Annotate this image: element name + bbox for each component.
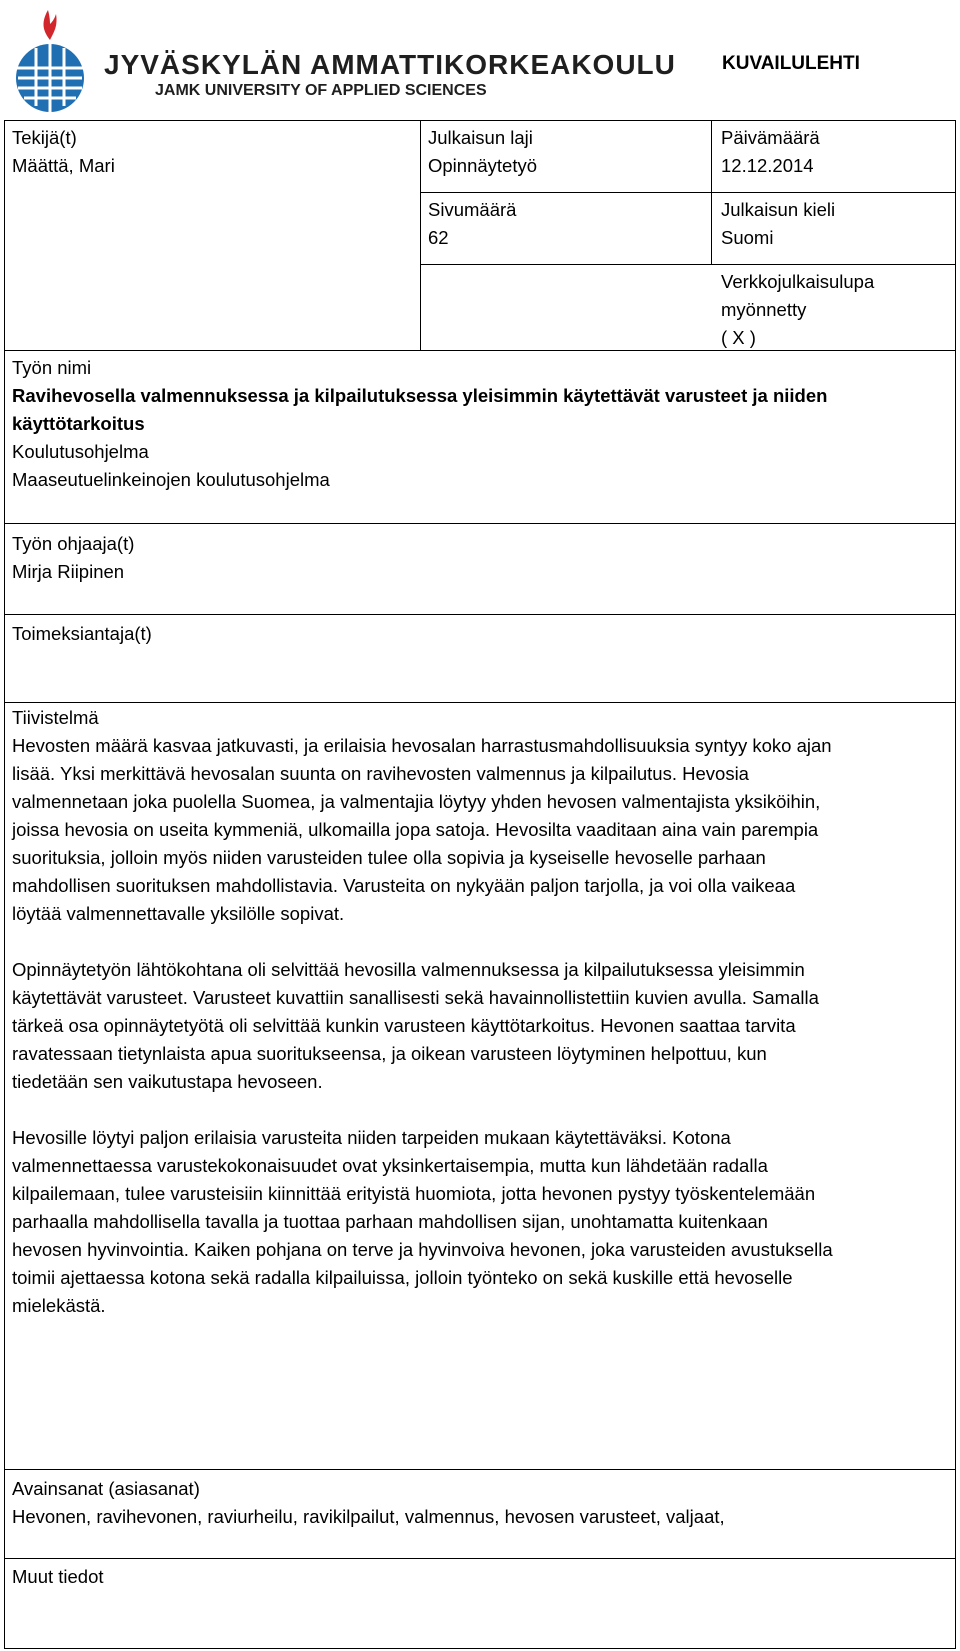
- grid-line: [4, 523, 956, 524]
- online-permission-label-1: Verkkojulkaisulupa: [721, 271, 875, 292]
- jamk-emblem-icon: [10, 6, 90, 114]
- author-value: Määttä, Mari: [12, 155, 115, 176]
- abstract-paragraph-2: [12, 956, 952, 1096]
- pubtype-value: Opinnäytetyö: [428, 155, 538, 176]
- supervisor-value: Mirja Riipinen: [12, 561, 125, 582]
- date-value: 12.12.2014: [721, 155, 814, 176]
- abstract-line: valmennettaessa varustekokonaisuudet ovat yksinkertaisempia, mutta kun lähdetään radalla: [12, 1155, 768, 1176]
- keywords-label: Avainsanat (asiasanat): [12, 1478, 200, 1499]
- other-info-label: Muut tiedot: [12, 1566, 104, 1587]
- supervisor-cell: [12, 530, 134, 586]
- grid-line: [4, 1469, 956, 1470]
- institution-logo: [10, 6, 676, 114]
- pages-label: Sivumäärä: [428, 199, 517, 220]
- author-cell: [12, 124, 115, 180]
- program-label: Koulutusohjelma: [12, 441, 149, 462]
- grid-line: [420, 120, 421, 351]
- pages-cell: [428, 196, 516, 252]
- grid-line: [4, 1648, 956, 1649]
- pages-value: 62: [428, 227, 449, 248]
- grid-line: [955, 120, 956, 1649]
- document-type: KUVAILULEHTI: [722, 53, 860, 74]
- abstract-line: Opinnäytetyön lähtökohtana oli selvittää hevosilla valmennuksessa ja kilpailutuksessa yleisimmin: [12, 959, 805, 980]
- pubtype-cell: [428, 124, 537, 180]
- date-cell: [721, 124, 820, 180]
- abstract-line: Hevosille löytyi paljon erilaisia varusteita niiden tarpeiden mukaan käytettäväksi. Kotona: [12, 1127, 731, 1148]
- grid-line: [4, 702, 956, 703]
- abstract-line: kilpailemaan, tulee varusteisiin kiinnittää erityistä huomiota, jotta hevonen pystyy työskentelemään: [12, 1183, 816, 1204]
- title-line-1: Ravihevosella valmennuksessa ja kilpailutuksessa yleisimmin käytettävät varusteet ja niiden: [12, 385, 828, 406]
- language-label: Julkaisun kieli: [721, 199, 836, 220]
- institution-name: JYVÄSKYLÄN AMMATTIKORKEAKOULU: [104, 49, 676, 80]
- grid-line: [4, 614, 956, 615]
- commissioner-label: Toimeksiantaja(t): [12, 623, 152, 644]
- abstract-line: mahdollisen suorituksen mahdollistavia. Varusteita on nykyään paljon tarjolla, ja voi olla vaikeaa: [12, 875, 796, 896]
- abstract-section: [12, 704, 952, 1348]
- grid-line: [4, 120, 956, 121]
- online-permission-label-2: myönnetty: [721, 299, 807, 320]
- abstract-paragraph-3: [12, 1124, 952, 1320]
- grid-line: [4, 1558, 956, 1559]
- institution-subname: JAMK UNIVERSITY OF APPLIED SCIENCES: [155, 82, 487, 99]
- abstract-line: toimii ajettaessa kotona sekä radalla kilpailuissa, jolloin työnteko on sekä kuskille että hevoselle: [12, 1267, 793, 1288]
- abstract-line: lisää. Yksi merkittävä hevosalan suunta on ravihevosten valmennus ja kilpailutus. Hevosia: [12, 763, 749, 784]
- abstract-line: Hevosten määrä kasvaa jatkuvasti, ja erilaisia hevosalan harrastusmahdollisuuksia syntyy koko ajan: [12, 735, 832, 756]
- commissioner-cell: [12, 620, 152, 648]
- abstract-paragraph-1: [12, 732, 952, 928]
- language-value: Suomi: [721, 227, 774, 248]
- abstract-line: hevosen hyvinvointia. Kaiken pohjana on terve ja hyvinvoiva hevonen, joka varusteiden avustuksella: [12, 1239, 833, 1260]
- pubtype-label: Julkaisun laji: [428, 127, 533, 148]
- online-permission-value: ( X ): [721, 327, 756, 348]
- abstract-line: löytää valmennettavalle yksilölle sopivat.: [12, 903, 345, 924]
- abstract-line: ravatessaan tietynlaista apua suoritukseensa, ja oikean varusteen löytyminen helpottuu, kun: [12, 1043, 767, 1064]
- abstract-line: tärkeä osa opinnäytetyötä oli selvittää kunkin varusteen käyttötarkoitus. Hevonen saattaa tarvita: [12, 1015, 796, 1036]
- grid-line: [420, 264, 956, 265]
- other-info-cell: [12, 1563, 104, 1591]
- abstract-line: mielekästä.: [12, 1295, 106, 1316]
- abstract-line: parhaalla mahdollisella tavalla ja tuottaa parhaan mahdollisen sijan, unohtamatta kuitenkaan: [12, 1211, 768, 1232]
- keywords-value: Hevonen, ravihevonen, raviurheilu, ravikilpailut, valmennus, hevosen varusteet, valjaat,: [12, 1506, 725, 1527]
- keywords-cell: [12, 1475, 725, 1531]
- online-permission-cell: [721, 268, 874, 352]
- abstract-line: suorituksia, jolloin myös niiden varusteiden tulee olla sopivia ja kyseiselle hevoselle parhaan: [12, 847, 766, 868]
- title-label: Työn nimi: [12, 357, 92, 378]
- supervisor-label: Työn ohjaaja(t): [12, 533, 135, 554]
- abstract-line: joissa hevosia on useita kymmeniä, ulkomailla jopa satoja. Hevosilta vaaditaan aina vain parempia: [12, 819, 819, 840]
- grid-line: [4, 120, 5, 1649]
- abstract-line: valmennetaan joka puolella Suomea, ja valmentajia löytyy yhden hevosen valmentajista yksiköihin,: [12, 791, 821, 812]
- author-label: Tekijä(t): [12, 127, 77, 148]
- abstract-line: käytettävät varusteet. Varusteet kuvattiin sanallisesti sekä havainnollistettiin kuvien avulla. Samalla: [12, 987, 819, 1008]
- grid-line: [711, 120, 712, 265]
- grid-line: [420, 192, 956, 193]
- abstract-label: Tiivistelmä: [12, 707, 99, 728]
- language-cell: [721, 196, 835, 252]
- program-value: Maaseutuelinkeinojen koulutusohjelma: [12, 469, 330, 490]
- title-line-2: käyttötarkoitus: [12, 413, 145, 434]
- title-cell: [12, 354, 827, 494]
- date-label: Päivämäärä: [721, 127, 820, 148]
- abstract-line: tiedetään sen vaikutustapa hevoseen.: [12, 1071, 323, 1092]
